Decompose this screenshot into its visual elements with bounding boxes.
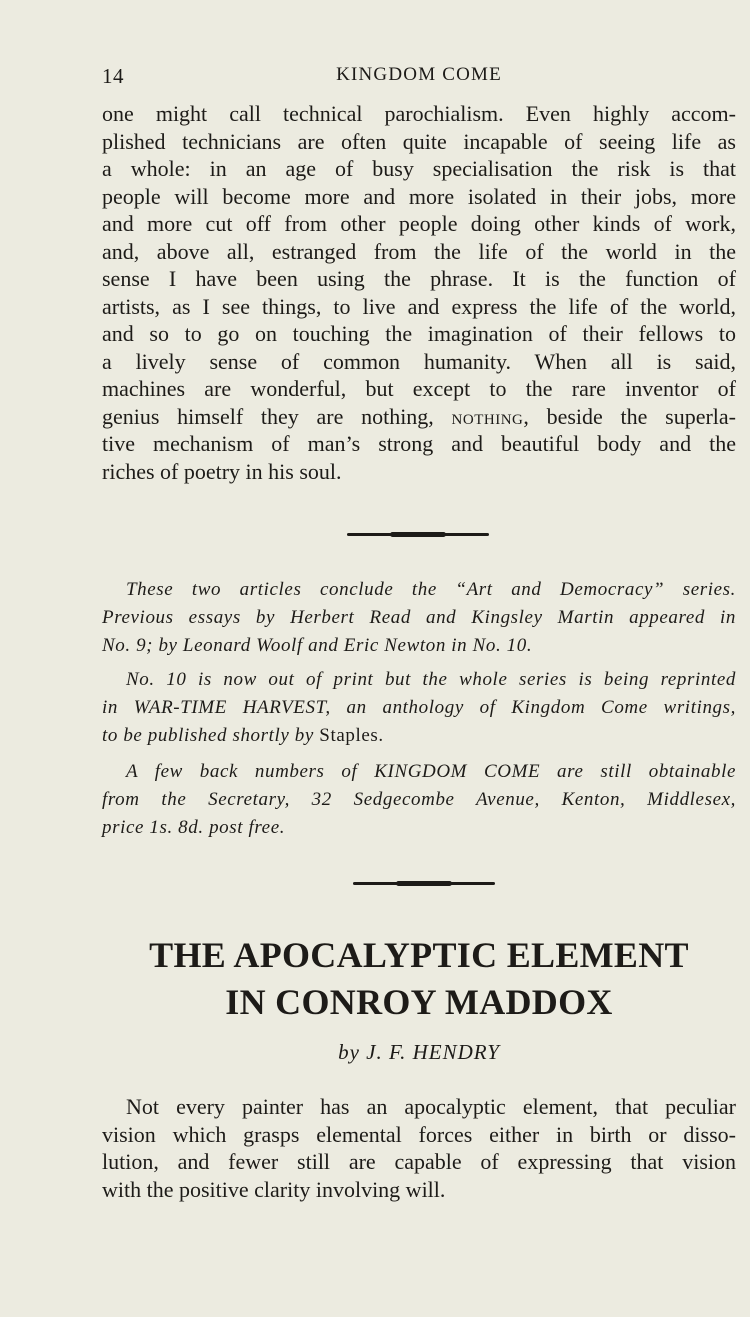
title-line: IN CONROY MADDOX: [225, 982, 613, 1022]
editorial-note: [102, 576, 736, 659]
running-header: [102, 64, 736, 92]
editorial-note: [102, 758, 736, 841]
text-line: No. 10 is now out of print but the whole series is being reprinted: [126, 669, 736, 690]
text-line: machines are wonderful, but except to the rare inventor of: [102, 376, 736, 401]
text-line: No. 9; by Leonard Woolf and Eric Newton in No. 10.: [102, 634, 533, 656]
text-line: a lively sense of common humanity. When all is said,: [102, 348, 736, 374]
text-line: a whole: in an age of busy specialisation the risk is that: [102, 156, 736, 181]
text-line: in WAR-TIME HARVEST, an anthology of Kingdom Come writings,: [102, 696, 736, 718]
page-number: 14: [102, 64, 124, 88]
text-line: tive mechanism of man’s strong and beautiful body and the: [102, 431, 736, 456]
text-fragment: genius himself they are nothing,: [102, 403, 434, 429]
text-line: [102, 403, 736, 431]
text-line: riches of poetry in his soul.: [102, 458, 342, 484]
publisher-name: Staples.: [319, 724, 384, 746]
text-line: and so to go on touching the imagination of their fellows to: [102, 321, 736, 346]
text-line: one might call technical parochialism. Even highly accom-: [102, 101, 736, 126]
text-line: artists, as I see things, to live and express the life of the world,: [102, 293, 736, 319]
text-line: with the positive clarity involving will.: [102, 1176, 446, 1202]
article-intro-paragraph: [102, 1093, 736, 1203]
text-line: and more cut off from other people doing other kinds of work,: [102, 211, 736, 236]
text-line: sense I have been using the phrase. It is the function of: [102, 266, 736, 291]
text-line: vision which grasps elemental forces either in birth or disso-: [102, 1121, 736, 1147]
text-line: Not every painter has an apocalyptic element, that peculiar: [126, 1094, 736, 1119]
text-line: A few back numbers of KINGDOM COME are still obtainable: [126, 761, 736, 782]
title-line: THE APOCALYPTIC ELEMENT: [149, 935, 689, 975]
emphasis-word: nothing: [451, 403, 524, 429]
text-line: and, above all, estranged from the life of the world in the: [102, 238, 736, 264]
text-fragment: to be published shortly by: [102, 724, 314, 746]
text-line: people will become more and more isolated in their jobs, more: [102, 183, 736, 209]
text-line: from the Secretary, 32 Sedgecombe Avenue, Kenton, Middlesex,: [102, 788, 736, 810]
text-fragment: , beside the superla-: [523, 403, 737, 429]
text-line: These two articles conclude the “Art and Democracy” series.: [126, 579, 736, 600]
text-line: [102, 722, 736, 750]
body-paragraph: [102, 100, 736, 485]
section-divider: [347, 533, 489, 536]
article-byline: by J. F. HENDRY: [338, 1040, 500, 1064]
text-line: price 1s. 8d. post free.: [102, 816, 286, 838]
section-divider: [353, 882, 495, 885]
editorial-note: [102, 666, 736, 749]
text-line: plished technicians are often quite incapable of seeing life as: [102, 128, 736, 154]
text-line: Previous essays by Herbert Read and Kingsley Martin appeared in: [102, 606, 736, 628]
running-title: KINGDOM COME: [336, 64, 502, 85]
text-line: lution, and fewer still are capable of expressing that vision: [102, 1149, 736, 1174]
article-title: [102, 932, 736, 1026]
